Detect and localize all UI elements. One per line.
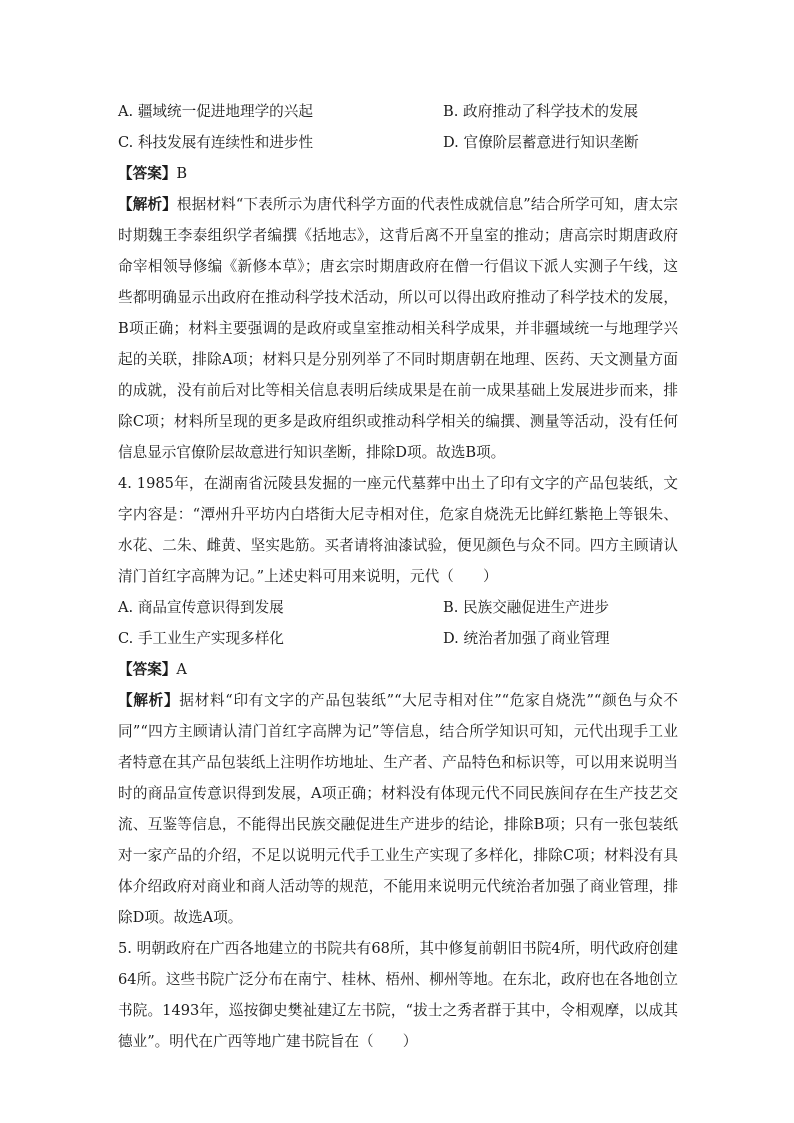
- analysis-tag: 【解析】: [118, 692, 180, 709]
- option-label: A.: [118, 599, 134, 616]
- option-label: C.: [118, 134, 134, 151]
- q3-option-a[interactable]: [118, 96, 443, 127]
- option-label: C.: [118, 630, 134, 647]
- option-text: 科技发展有连续性和进步性: [137, 134, 314, 151]
- q3-option-b[interactable]: [443, 96, 678, 127]
- q4-answer: [118, 654, 678, 685]
- option-text: 政府推动了科学技术的发展: [463, 103, 639, 120]
- answer-value: B: [176, 165, 188, 182]
- analysis-tag: 【解析】: [118, 196, 177, 213]
- option-text: 商品宣传意识得到发展: [137, 599, 284, 616]
- option-label: B.: [443, 103, 459, 120]
- option-label: D.: [443, 630, 459, 647]
- option-label: B.: [443, 599, 459, 616]
- option-text: 民族交融促进生产进步: [463, 599, 609, 616]
- q4-option-a[interactable]: [118, 592, 443, 623]
- option-label: D.: [443, 134, 459, 151]
- q4-option-c[interactable]: [118, 623, 443, 654]
- answer-value: A: [176, 661, 187, 678]
- q4-stem: 4. 1985年，在湖南省沅陵县发掘的一座元代墓葬中出土了印有文字的产品包装纸，文字内容是：“潭州升平坊内白塔街大尼寺相对住，危家自烧洗无比鲜红紫艳上等银朱、水花、二朱、雌黄、坚实匙筋。买者请将油漆试验，便见颜色与众不同。四方主顾请认清门首红字高牌为记。”上述史料可用来说明，元代（ ）: [118, 475, 678, 585]
- q3-options: [118, 96, 678, 158]
- analysis-text: 据材料“印有文字的产品包装纸”“大尼寺相对住”“危家自烧洗”“颜色与众不同”“四方主顾请认清门首红字高牌为记”等信息，结合所学知识可知，元代出现手工业者特意在其产品包装纸上注明作坊地址、生产者、产品特色和标识等，可以用来说明当时的商品宣传意识得到发展，A项正确；材料没有体现元代不同民族间存在生产技艺交流、互鉴等信息，不能得出民族交融促进生产进步的结论，排除B项；只有一张包装纸对一家产品的介绍，不足以说明元代手工业生产实现了多样化，排除C项；材料没有具体介绍政府对商业和商人活动等的规范，不能用来说明元代统治者加强了商业管理，排除D项。故选A项。: [118, 692, 678, 926]
- analysis-text: 根据材料“下表所示为唐代科学方面的代表性成就信息”结合所学可知，唐太宗时期魏王李泰组织学者编撰《括地志》，这背后离不开皇室的推动；唐高宗时期唐政府命宰相领导修编《新修本草》；唐玄宗时期唐政府在僧一行倡议下派人实测子午线，这些都明确显示出政府在推动科学技术活动，所以可以得出政府推动了科学技术的发展，B项正确；材料主要强调的是政府或皇室推动相关科学成果，并非疆域统一与地理学兴起的关联，排除A项；材料只是分别列举了不同时期唐朝在地理、医药、天文测量方面的成就，没有前后对比等相关信息表明后续成果是在前一成果基础上发展进步而来，排除C项；材料所呈现的更多是政府组织或推动科学相关的编撰、测量等活动，没有任何信息显示官僚阶层故意进行知识垄断，排除D项。故选B项。: [118, 196, 678, 461]
- option-text: 疆域统一促进地理学的兴起: [137, 103, 313, 120]
- q4-options: [118, 592, 678, 654]
- q4-option-d[interactable]: [443, 623, 678, 654]
- q4-option-b[interactable]: [443, 592, 678, 623]
- q3-option-d[interactable]: [443, 127, 678, 158]
- option-text: 统治者加强了商业管理: [463, 630, 610, 647]
- q5-stem: 5. 明朝政府在广西各地建立的书院共有68所，其中修复前朝旧书院4所，明代政府创建64所。这些书院广泛分布在南宁、桂林、梧州、柳州等地。在东北，政府也在各地创立书院。1493年，巡按御史樊祉建辽左书院，“拔士之秀者群于其中，令相观摩，以成其德业”。明代在广西等地广建书院旨在（ ）: [118, 940, 678, 1050]
- q4-analysis: [118, 685, 678, 933]
- q3-analysis: [118, 189, 678, 468]
- q3-option-c[interactable]: [118, 127, 443, 158]
- document-page: [118, 96, 678, 1057]
- option-text: 官僚阶层蓄意进行知识垄断: [463, 134, 639, 151]
- option-label: A.: [118, 103, 134, 120]
- option-text: 手工业生产实现多样化: [137, 630, 284, 647]
- answer-tag: 【答案】: [118, 661, 177, 678]
- answer-tag: 【答案】: [118, 165, 177, 182]
- q3-answer: [118, 158, 678, 189]
